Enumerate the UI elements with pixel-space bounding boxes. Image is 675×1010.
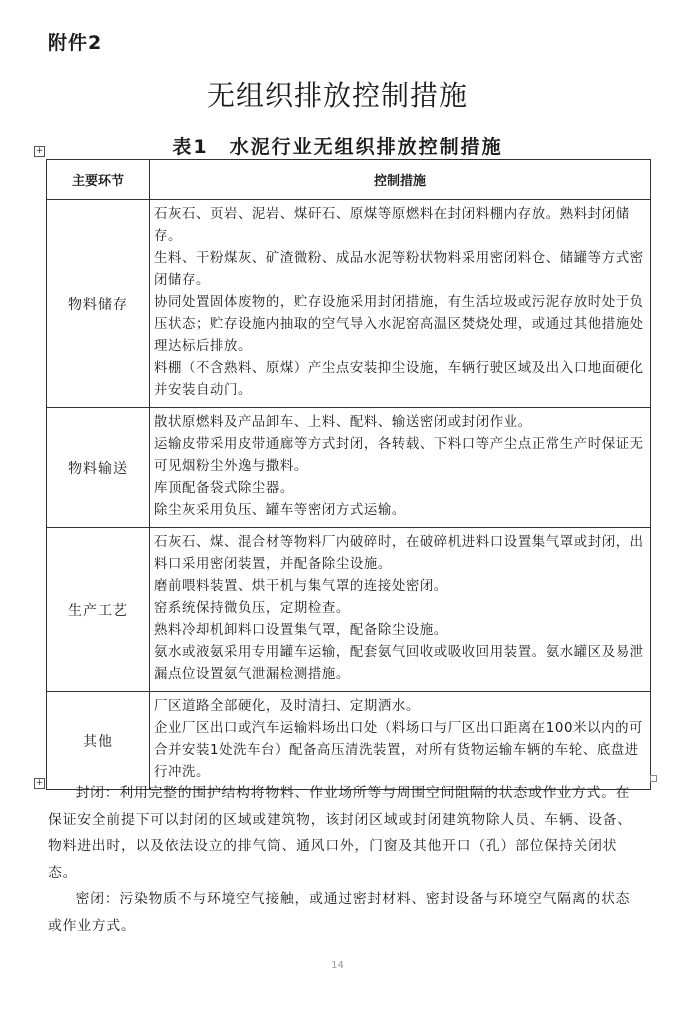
stage-cell: 生产工艺 (47, 528, 150, 692)
table-header-row (47, 160, 651, 200)
stage-cell: 物料输送 (47, 408, 150, 528)
document-title: 无组织排放控制措施 (206, 79, 468, 112)
measure-item: 氨水或液氨采用专用罐车运输，配套氨气回收或吸收回用装置。氨水罐区及易泄漏点位设置氨气泄漏检测措施。 (154, 645, 644, 682)
measure-item: 石灰石、煤、混合材等物料厂内破碎时，在破碎机进料口设置集气罩或封闭，出料口采用密闭装置，并配备除尘设施。 (154, 535, 644, 572)
note-enclosed-definition: 封闭：利用完整的围护结构将物料、作业场所等与周围空间阻隔的状态或作业方式。在保证安全前提下可以封闭的区域或建筑物，该封闭区域或封闭建筑物除人员、车辆、设备、物料进出时，以及依法设立的排气筒、通风口外，门窗及其他开口（孔）部位保持关闭状态。 (48, 785, 632, 881)
measures-cell (150, 200, 651, 408)
measures-cell (150, 692, 651, 790)
stage-cell: 其他 (47, 692, 150, 790)
table-row (47, 692, 651, 790)
measure-item: 库顶配备袋式除尘器。 (154, 481, 294, 496)
page-number: 14 (331, 960, 344, 971)
definition-notes (48, 780, 640, 939)
table-row (47, 528, 651, 692)
measure-item: 料棚（不含熟料、原煤）产尘点安装抑尘设施，车辆行驶区域及出入口地面硬化并安装自动门。 (154, 361, 644, 398)
measure-item: 窑系统保持微负压，定期检查。 (154, 601, 350, 616)
table-move-handle-icon[interactable]: + (35, 146, 44, 156)
measure-item: 生料、干粉煤灰、矿渣微粉、成品水泥等粉状物料采用密闭料仓、储罐等方式密闭储存。 (154, 251, 644, 288)
note-sealed-definition: 密闭：污染物质不与环境空气接触，或通过密封材料、密封设备与环境空气隔离的状态或作业方式。 (48, 891, 631, 934)
measures-cell (150, 528, 651, 692)
table-row (47, 200, 651, 408)
column-header-stage: 主要环节 (47, 160, 150, 200)
stage-cell: 物料储存 (47, 200, 150, 408)
table-row (47, 408, 651, 528)
control-measures-table (46, 159, 651, 790)
measure-item: 磨前喂料装置、烘干机与集气罩的连接处密闭。 (154, 579, 448, 594)
measure-item: 熟料冷却机卸料口设置集气罩，配备除尘设施。 (154, 623, 448, 638)
table-title: 表1 水泥行业无组织排放控制措施 (172, 136, 503, 158)
attachment-label: 附件2 (48, 32, 103, 54)
measure-item: 厂区道路全部硬化，及时清扫、定期洒水。 (154, 699, 420, 714)
measure-item: 协同处置固体废物的，贮存设施采用封闭措施，有生活垃圾或污泥存放时处于负压状态；贮存设施内抽取的空气导入水泥窑高温区焚烧处理，或通过其他措施处理达标后排放。 (154, 295, 644, 354)
table-resize-handle-icon[interactable] (650, 775, 657, 782)
measures-cell (150, 408, 651, 528)
table-move-handle-icon[interactable]: + (35, 778, 44, 788)
measure-item: 除尘灰采用负压、罐车等密闭方式运输。 (154, 503, 406, 518)
measure-item: 企业厂区出口或汽车运输料场出口处（料场口与厂区出口距离在100米以内的可合并安装1处洗车台）配备高压清洗装置，对所有货物运输车辆的车轮、底盘进行冲洗。 (154, 721, 644, 780)
measure-item: 运输皮带采用皮带通廊等方式封闭，各转载、下料口等产尘点正常生产时保证无可见烟粉尘外逸与撒料。 (154, 437, 644, 474)
column-header-measures: 控制措施 (150, 160, 651, 200)
measure-item: 石灰石、页岩、泥岩、煤矸石、原煤等原燃料在封闭料棚内存放。熟料封闭储存。 (154, 207, 630, 244)
measure-item: 散状原燃料及产品卸车、上料、配料、输送密闭或封闭作业。 (154, 415, 532, 430)
